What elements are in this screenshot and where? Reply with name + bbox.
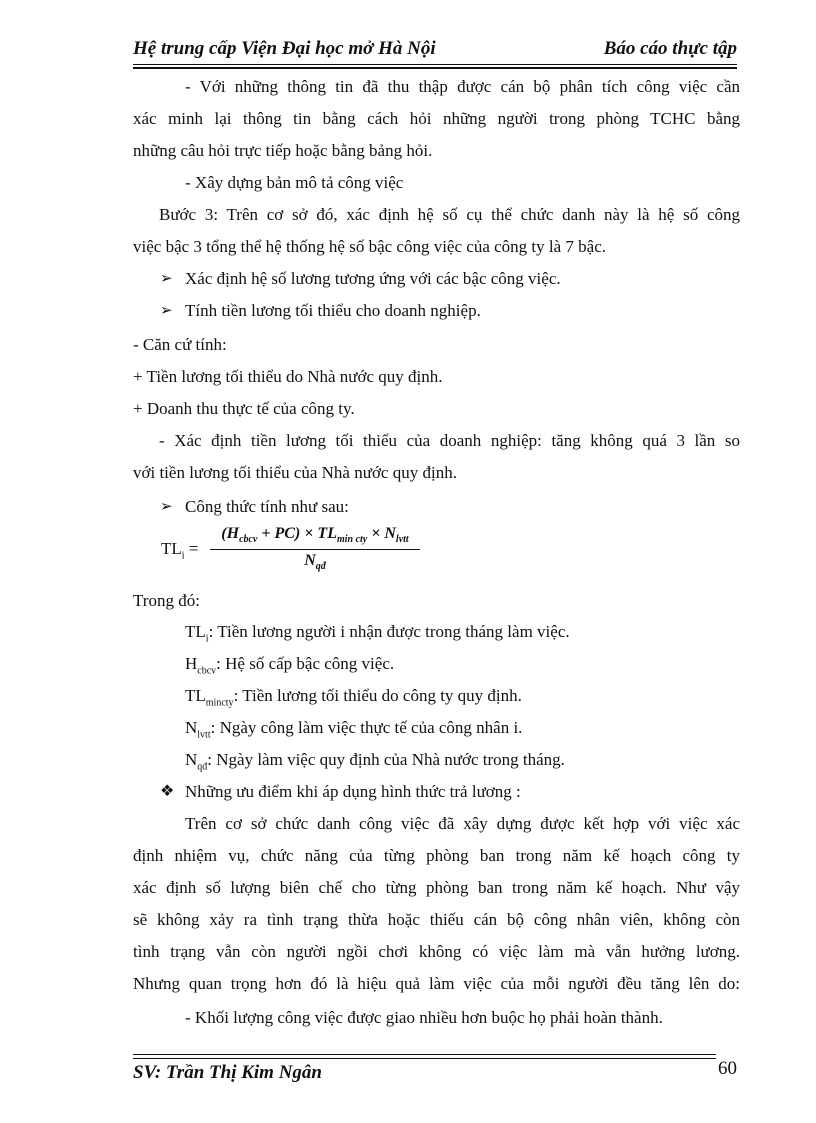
definition-item: $N_{qđ}$: Ngày làm việc quy định của Nhà nước trong tháng. <box>185 750 565 773</box>
paragraph-line: + Tiền lương tối thiểu do Nhà nước quy định. <box>133 367 443 386</box>
paragraph-line: - Xác định tiền lương tối thiểu của doanh nghiệp: tăng không quá 3 lần so <box>159 431 740 450</box>
header-report-title: Báo cáo thực tập <box>603 38 737 59</box>
paragraph-line: - Căn cứ tính: <box>133 335 227 354</box>
footer-student-name: SV: Trần Thị Kim Ngân <box>133 1062 322 1083</box>
paragraph-line: tình trạng vẫn còn người ngồi chơi không có việc làm mà vẫn hưởng lương. <box>133 942 740 961</box>
paragraph-line: sẽ không xảy ra tình trạng thừa hoặc thiếu cán bộ công nhân viên, không còn <box>133 910 740 929</box>
arrow-bullet-icon: ➢ <box>160 303 173 319</box>
paragraph-line: Bước 3: Trên cơ sở đó, xác định hệ số cụ thể chức danh này là hệ số công <box>159 205 740 224</box>
salary-formula <box>161 525 421 575</box>
arrow-bullet-icon: ➢ <box>160 499 173 515</box>
paragraph-line: Trên cơ sở chức danh công việc đã xây dựng được kết hợp với việc xác <box>185 814 740 833</box>
paragraph-line: Trong đó: <box>133 591 200 610</box>
header-rule <box>133 64 737 65</box>
paragraph-line: với tiền lương tối thiểu của Nhà nước quy định. <box>133 463 457 482</box>
header-institution: Hệ trung cấp Viện Đại học mở Hà Nội <box>133 38 436 59</box>
paragraph-line: xác định số lượng biên chế cho từng phòng ban trong năm kế hoạch. Như vậy <box>133 878 740 897</box>
formula-numerator: $(H_{cbcv} + PC) \times TL_{min cty} \times N_{lvtt}$ <box>221 525 409 546</box>
page-number: 60 <box>718 1058 737 1079</box>
formula-lhs: $TL_i$ = <box>161 539 199 562</box>
paragraph-line: + Doanh thu thực tế của công ty. <box>133 399 355 418</box>
footer-rule-double <box>133 1058 716 1059</box>
footer-rule <box>133 1054 716 1055</box>
fraction-bar <box>210 549 420 550</box>
paragraph-line: việc bậc 3 tổng thể hệ thống hệ số bậc công việc của công ty là 7 bậc. <box>133 237 606 256</box>
paragraph-line: xác minh lại thông tin bằng cách hỏi những người trong phòng TCHC bằng <box>133 109 740 128</box>
definition-item: $TL_{mincty}$: Tiền lương tối thiểu do công ty quy định. <box>185 686 522 709</box>
page-header <box>133 36 737 66</box>
paragraph-line: - Với những thông tin đã thu thập được cán bộ phân tích công việc cần <box>185 77 740 96</box>
arrow-bullet-icon: ➢ <box>160 271 173 287</box>
paragraph-line: - Xây dựng bản mô tả công việc <box>185 173 404 192</box>
page-footer <box>133 1052 737 1092</box>
formula-denominator: $N_{qđ}$ <box>304 552 326 573</box>
definition-item: $N_{lvtt}$: Ngày công làm việc thực tế của công nhân i. <box>185 718 523 741</box>
definition-item: $TL_i$: Tiền lương người i nhận được trong tháng làm việc. <box>185 622 570 645</box>
header-rule-thick <box>133 67 737 69</box>
paragraph-line: - Khối lượng công việc được giao nhiều hơn buộc họ phải hoàn thành. <box>185 1008 663 1027</box>
definition-item: $H_{cbcv}$: Hệ số cấp bậc công việc. <box>185 654 395 677</box>
document-page: Hệ trung cấp Viện Đại học mở Hà Nội Báo cáo thực tập - Với những thông tin đã thu thập được cán bộ phân tích công việc cần xác minh lại thông tin bằng cách hỏi những người trong phòng TCHC bằng những câu hỏi trực tiếp hoặc bằng bảng hỏi. - Xây dựng bản mô tả công việc Bước 3: Trên cơ sở đó, xác định hệ số cụ thể chức danh này là hệ số công việc bậc 3 tổng thể hệ thống hệ số bậc công việc của công ty là 7 bậc. ➢ Xác định hệ số lương tương ứng với các bậc công việc. ➢ Tính tiền lương tối thiểu cho doanh nghiệp. - Căn cứ tính: + Tiền lương tối thiểu do Nhà nước quy định. + Doanh thu thực tế của công ty. - Xác định tiền lương tối thiểu của doanh nghiệp: tăng không quá 3 lần so với tiền lương tối thiểu của Nhà nước quy định. ➢ Công thức tính như sau: Trong đó: $TL_i$: Tiền lương người i nhận được trong tháng làm việc. $H_{cbcv}$: Hệ số cấp bậc công việc. $TL_{mincty}$: Tiền lương tối thiểu do công ty quy định. $N_{lvtt}$: Ngày công làm việc thực tế của công nhân i. $N_{qđ}$: Ngày làm việc quy định của Nhà nước trong tháng. ❖ Những ưu điểm khi áp dụng hình thức trả lương : Trên cơ sở chức danh công việc đã xây dựng được kết hợp với việc xác định nhiệm vụ, chức năng của từng phòng ban trong năm kế hoạch công ty xác định số lượng biên chế cho từng phòng ban trong năm kế hoạch. Như vậy sẽ không xảy ra tình trạng thừa hoặc thiếu cán bộ công nhân viên, không còn tình trạng vẫn còn người ngồi chơi không có việc làm mà vẫn hưởng lương. Nhưng quan trọng hơn đó là hiệu quả làm việc của mỗi người đều tăng lên do: - Khối lượng công việc được giao nhiều hơn buộc họ phải hoàn thành. $TL_i$ = $(H_{cbcv} + PC) \times TL_{min cty} \times N_{lvtt}$ $N_{qđ}$ SV: Trần Thị Kim Ngân 60 <box>0 0 816 1123</box>
paragraph-line: định nhiệm vụ, chức năng của từng phòng ban trong năm kế hoạch công ty <box>133 846 740 865</box>
paragraph-line: những câu hỏi trực tiếp hoặc bằng bảng hỏi. <box>133 141 433 160</box>
diamond-bullet-icon: ❖ <box>160 783 175 800</box>
paragraph-line: Nhưng quan trọng hơn đó là hiệu quả làm việc của mỗi người đều tăng lên do: <box>133 974 740 993</box>
